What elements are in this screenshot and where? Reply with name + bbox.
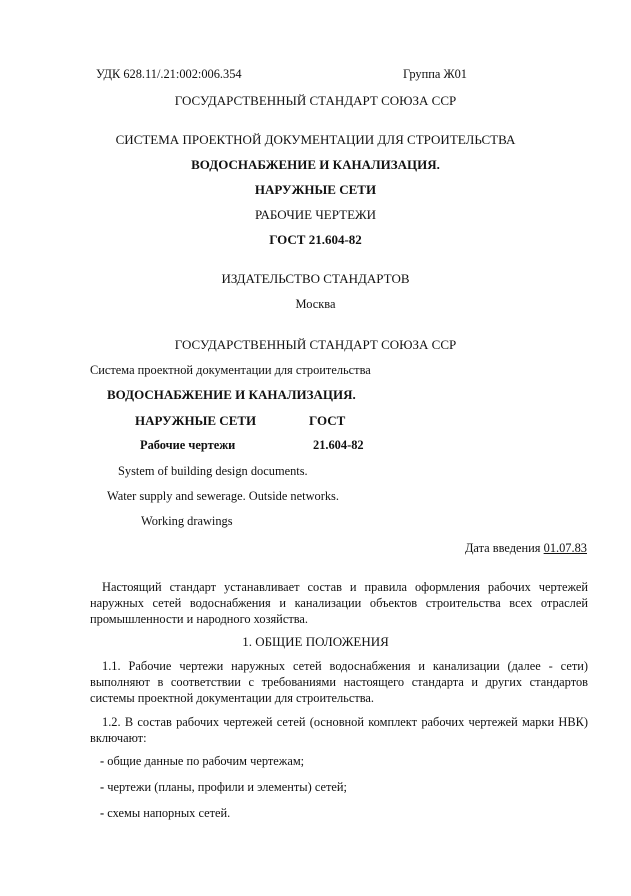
system-line: Система проектной документации для строительства: [90, 363, 371, 377]
english-title-line-2: Water supply and sewerage. Outside networks.: [107, 489, 339, 503]
paragraph-1-1: 1.1. Рабочие чертежи наружных сетей водоснабжения и канализации (далее - сети) выполняют в соответствии с требованиями настоящего стандарта и других стандартов системы проектной документации для строительства.: [90, 659, 588, 705]
drawings-line: Рабочие чертежи: [140, 438, 236, 452]
gost-label: ГОСТ: [309, 413, 346, 428]
intro-date-label: Дата введения: [464, 541, 541, 555]
networks-line: НАРУЖНЫЕ СЕТИ: [135, 413, 257, 428]
list-item: [100, 755, 304, 767]
publisher: ИЗДАТЕЛЬСТВО СТАНДАРТОВ: [221, 271, 410, 286]
subject-title: ВОДОСНАБЖЕНИЕ И КАНАЛИЗАЦИЯ.: [191, 157, 440, 172]
city: Москва: [295, 297, 336, 311]
state-standard-heading: ГОСУДАРСТВЕННЫЙ СТАНДАРТ СОЮЗА ССР: [174, 337, 457, 352]
intro-paragraph: Настоящий стандарт устанавливает состав и правила оформления рабочих чертежей наружных сетей водоснабжения и канализации объектов строительства всех отраслей промышленности и народного хозяйства.: [90, 580, 588, 626]
gost-number: 21.604-82: [313, 438, 364, 452]
group-code: Группа Ж01: [403, 67, 467, 81]
list-item-text: общие данные по рабочим чертежам;: [107, 754, 305, 768]
udk-code: УДК 628.11/.21:002:006.354: [96, 67, 242, 81]
list-dash: -: [100, 806, 105, 820]
list-dash: -: [100, 780, 105, 794]
subject-line: ВОДОСНАБЖЕНИЕ И КАНАЛИЗАЦИЯ.: [107, 387, 356, 402]
system-title: СИСТЕМА ПРОЕКТНОЙ ДОКУМЕНТАЦИИ ДЛЯ СТРОИТЕЛЬСТВА: [115, 132, 516, 147]
list-item: [100, 807, 230, 819]
drawings-title: РАБОЧИЕ ЧЕРТЕЖИ: [254, 207, 377, 222]
section-title: 1. ОБЩИЕ ПОЛОЖЕНИЯ: [242, 634, 389, 649]
gost-title: ГОСТ 21.604-82: [269, 232, 362, 247]
english-title-line-1: System of building design documents.: [118, 464, 308, 478]
paragraph-1-2: 1.2. В состав рабочих чертежей сетей (основной комплект рабочих чертежей марки НВК) включают:: [90, 715, 588, 745]
list-item: [100, 781, 347, 793]
list-item-text: схемы напорных сетей.: [107, 806, 231, 820]
state-standard-title: ГОСУДАРСТВЕННЫЙ СТАНДАРТ СОЮЗА ССР: [174, 93, 457, 108]
list-item-text: чертежи (планы, профили и элементы) сетей;: [107, 780, 347, 794]
intro-date-value: 01.07.83: [543, 541, 587, 555]
english-title-line-3: Working drawings: [141, 514, 233, 528]
intro-date: [465, 542, 587, 554]
list-dash: -: [100, 754, 105, 768]
networks-title: НАРУЖНЫЕ СЕТИ: [254, 182, 377, 197]
